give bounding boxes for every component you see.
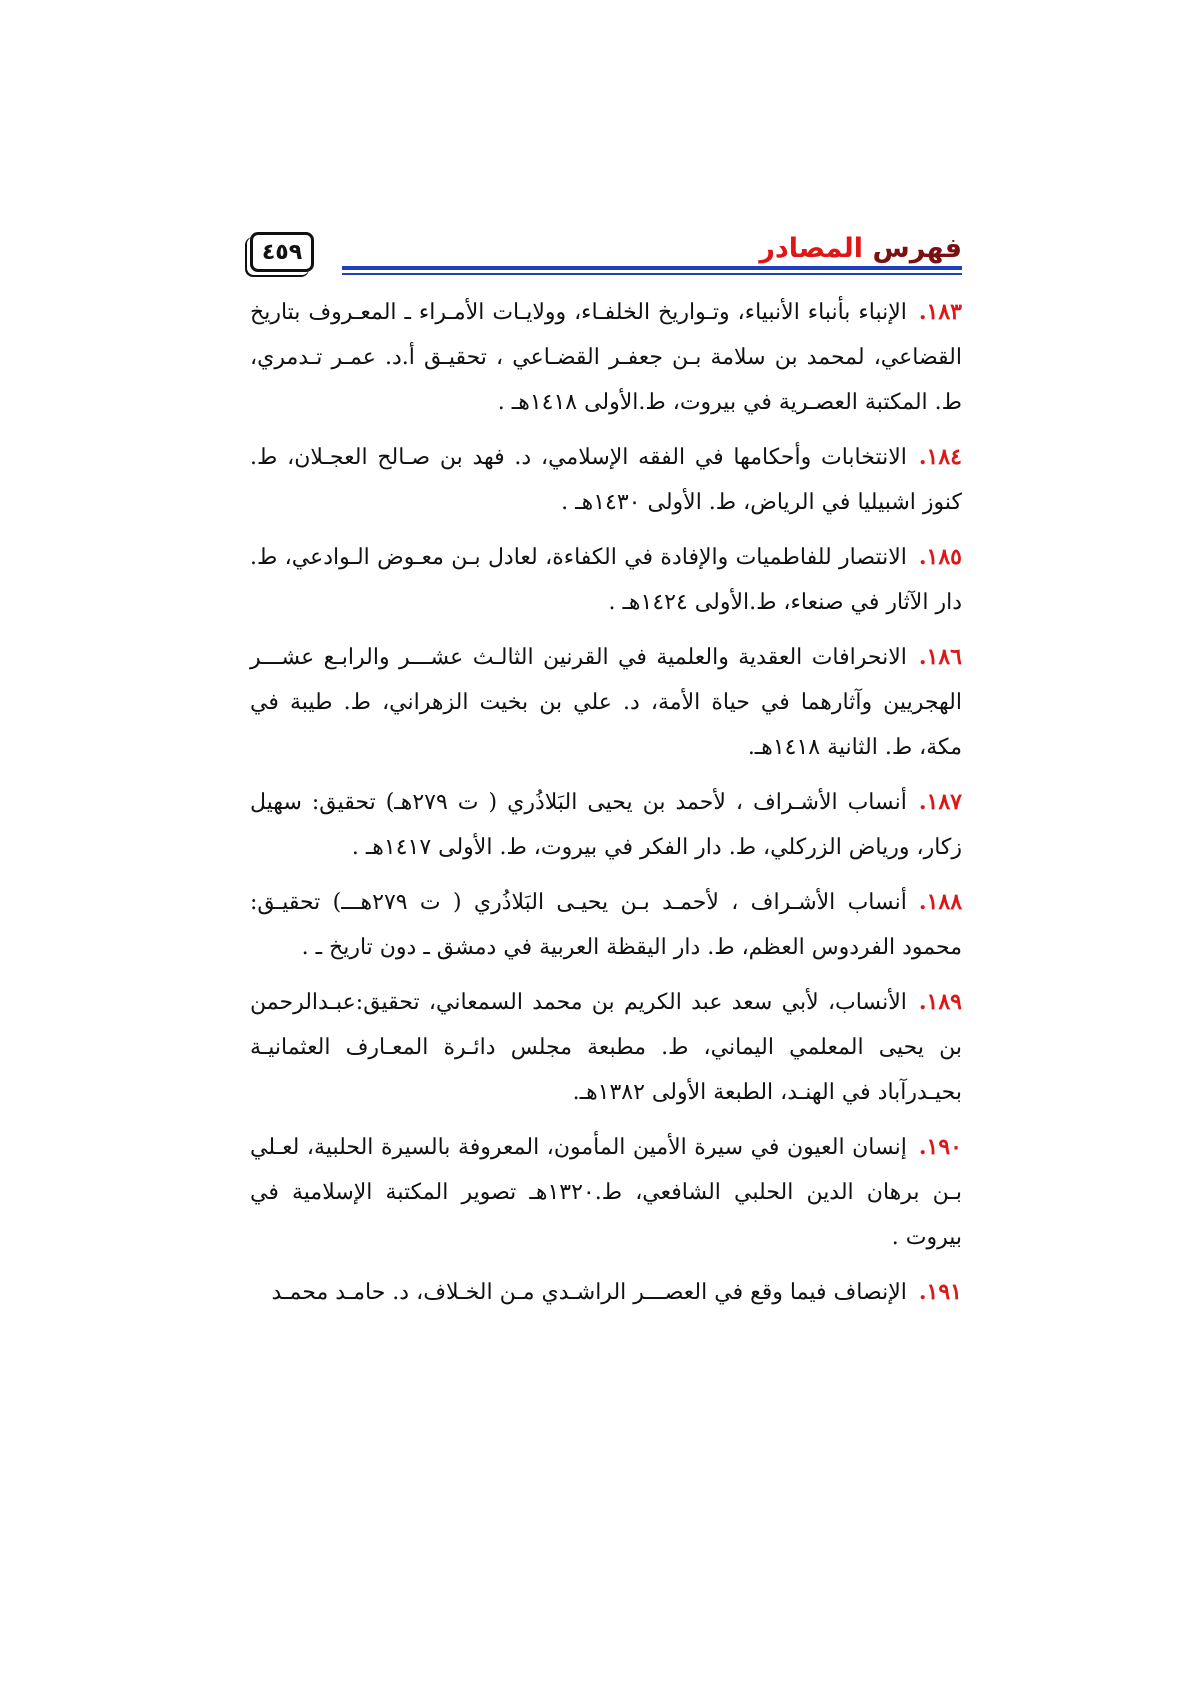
entry-number: ١٨٦.	[918, 644, 962, 670]
entry-text: الأنساب، لأبي سعد عبد الكريم بن محمد السمعاني، تحقيق:عبـدالرحمن بن يحيى المعلمي اليماني، ط. مطبعة مجلس دائـرة المعـارف العثمانيـة بحيـدرآباد في الهنـد، الطبعة الأولى ١٣٨٢هـ.	[250, 990, 962, 1105]
entry-number: ١٨٧.	[918, 789, 962, 815]
entry-text: الانتخابات وأحكامها في الفقه الإسلامي، د. فهد بن صـالح العجـلان، ط. كنوز اشبيليا في الرياض، ط. الأولى ١٤٣٠هـ .	[250, 445, 962, 515]
entry-text: إنسان العيون في سيرة الأمين المأمون، المعروفة بالسيرة الحلبية، لعـلي بـن برهان الدين الحلبي الشافعي، ط.١٣٢٠هـ تصوير المكتبة الإسلامية في بيروت .	[250, 1135, 962, 1250]
bibliography-entry	[250, 1270, 962, 1315]
entry-number: ١٩٠.	[918, 1134, 962, 1160]
page-number: ٤٥٩	[261, 239, 303, 265]
entry-number: ١٨٥.	[918, 544, 962, 570]
bibliography-entry	[250, 435, 962, 525]
header-rule-thin	[342, 273, 962, 275]
bibliography-entry	[250, 980, 962, 1115]
bibliography-entry	[250, 290, 962, 425]
entry-text: الإنباء بأنباء الأنبياء، وتـواريخ الخلفـاء، وولايـات الأمـراء ـ المعـروف بتاريخ القضاعي، لمحمد بن سلامة بـن جعفـر القضـاعي ، تحقيـق أ.د. عمـر تـدمري، ط. المكتبة العصـرية في بيروت، ط.الأولى ١٤١٨هـ .	[250, 300, 962, 415]
section-title-part2: المصادر	[759, 233, 864, 264]
bibliography-entry	[250, 635, 962, 770]
bibliography-entry	[250, 535, 962, 625]
entry-number: ١٨٨.	[918, 889, 963, 915]
entry-text: أنساب الأشـراف ، لأحمد بن يحيى البَلاذُري ( ت ٢٧٩هـ) تحقيق: سهيل زكار، ورياض الزركلي، ط. دار الفكر في بيروت، ط. الأولى ١٤١٧هـ .	[250, 790, 962, 860]
entry-number: ١٨٩.	[918, 989, 962, 1015]
bibliography-entry	[250, 1125, 962, 1260]
entry-number: ١٩١.	[918, 1279, 962, 1305]
bibliography-entry	[250, 780, 962, 870]
bibliography-entry	[250, 880, 962, 970]
entry-text: الانتصار للفاطميات والإفادة في الكفاءة، لعادل بـن معـوض الـوادعي، ط. دار الآثار في صنعاء، ط.الأولى ١٤٢٤هـ .	[250, 545, 962, 615]
page-header	[250, 232, 962, 280]
entry-text: أنساب الأشـراف ، لأحمـد بـن يحيـى البَلاذُري ( ت ٢٧٩هـــ) تحقيـق: محمود الفردوس العظم، ط. دار اليقظة العربية في دمشق ـ دون تاريخ ـ .	[250, 890, 962, 960]
bibliography-list	[250, 290, 962, 1325]
section-title-part1: فهرس	[872, 233, 962, 264]
page-number-badge	[250, 232, 314, 272]
entry-text: الانحرافات العقدية والعلمية في القرنين الثالـث عشـــر والرابـع عشـــر الهجريين وآثارهما في حياة الأمة، د. علي بن بخيت الزهراني، ط. طيبة في مكة، ط. الثانية ١٤١٨هـ.	[250, 645, 962, 760]
section-title	[759, 232, 962, 266]
entry-number: ١٨٣.	[918, 299, 962, 325]
header-rule-thick	[342, 266, 962, 270]
entry-text: الإنصاف فيما وقع في العصـــر الراشـدي مـن الخـلاف، د. حامـد محمـد	[271, 1280, 907, 1305]
entry-number: ١٨٤.	[918, 444, 962, 470]
